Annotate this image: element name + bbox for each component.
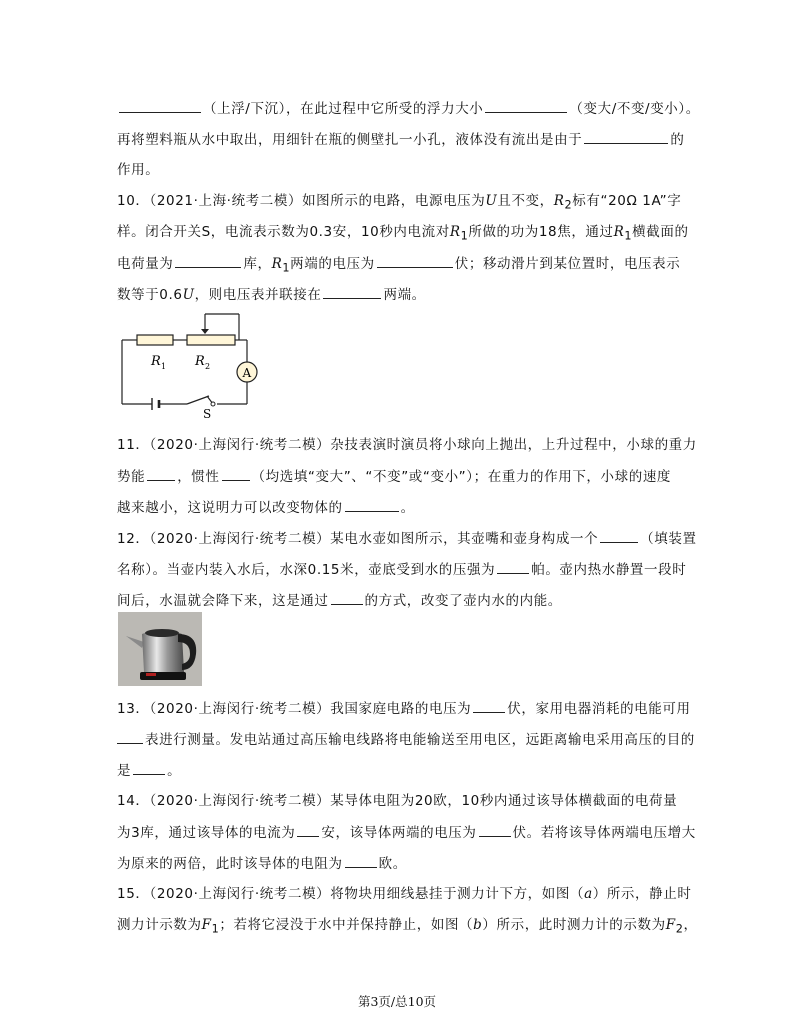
question-14-line: 14．（2020·上海闵行·统考二模）某导体电阻为20欧，10秒内通过该导体横截面的电荷量 — [117, 793, 678, 809]
question-12-line: 名称）。当壶内装入水后，水深0.15米，壶底受到水的压强为 帕。壶内热水静置一段时 — [117, 559, 686, 580]
answer-blank[interactable] — [331, 590, 363, 605]
label-switch: S — [203, 407, 212, 421]
answer-blank[interactable] — [119, 98, 201, 113]
answer-blank[interactable] — [117, 729, 143, 744]
question-15-line: 15．（2020·上海闵行·统考二模）将物块用细线悬挂于测力计下方，如图（a）所示，静止时 — [117, 886, 692, 902]
answer-blank[interactable] — [497, 559, 529, 574]
answer-blank[interactable] — [297, 822, 319, 837]
resistor-r1 — [137, 335, 173, 345]
answer-blank[interactable] — [485, 98, 567, 113]
question-11-line: 越来越小，这说明力可以改变物体的 。 — [117, 497, 415, 518]
kettle-photo — [118, 612, 202, 686]
text-line: （上浮/下沉），在此过程中它所受的浮力大小 （变大/不变/变小）。 — [117, 98, 700, 119]
label-r2-sub: 2 — [205, 362, 211, 371]
question-11-line: 11．（2020·上海闵行·统考二模）杂技表演时演员将小球向上抛出，上升过程中，小球的重力 — [117, 437, 697, 453]
question-10-line: 数等于0.6U，则电压表并联接在 两端。 — [117, 284, 426, 305]
circuit-diagram — [117, 310, 277, 421]
answer-blank[interactable] — [377, 253, 453, 268]
switch-contact — [211, 402, 215, 406]
question-15-line: 测力计示数为$F_1$；若将它浸没于水中并保持静止，如图（b）所示，此时测力计的示数为$F_2$， — [117, 917, 698, 936]
answer-blank[interactable] — [345, 853, 377, 868]
question-14-line: 为3库，通过该导体的电流为 安，该导体两端的电压为 伏。若将该导体两端电压增大 — [117, 822, 696, 843]
slider-arrow-icon — [201, 329, 209, 334]
switch-blade — [187, 396, 209, 404]
answer-blank[interactable] — [133, 760, 165, 775]
answer-blank[interactable] — [473, 698, 505, 713]
question-13-line: 13．（2020·上海闵行·统考二模）我国家庭电路的电压为 伏，家用电器消耗的电能可用 — [117, 698, 691, 719]
answer-blank[interactable] — [147, 466, 175, 481]
answer-blank[interactable] — [584, 129, 668, 144]
answer-blank[interactable] — [323, 284, 381, 299]
question-14-line: 为原来的两倍，此时该导体的电阻为 欧。 — [117, 853, 407, 874]
label-r1: R — [151, 354, 161, 369]
question-12-line: 间后，水温就会降下来，这是通过 的方式，改变了壶内水的内能。 — [117, 590, 562, 611]
text-line: 再将塑料瓶从水中取出，用细针在瓶的侧壁扎一小孔，液体没有流出是由于 的 — [117, 129, 684, 150]
label-r2: R — [195, 354, 205, 369]
resistor-r2 — [187, 335, 235, 345]
answer-blank[interactable] — [222, 466, 250, 481]
page-footer: 第3页/总10页 — [357, 994, 437, 1009]
label-ammeter: A — [242, 366, 252, 380]
label-r1-sub: 1 — [161, 362, 167, 371]
question-10-line: 样。闭合开关S，电流表示数为0.3安，10秒内电流对$R_1$所做的功为18焦，通过$R_1$横截面的 — [117, 224, 689, 243]
question-10-line: 电荷量为 库，$R_1$两端的电压为 伏；移动滑片到某位置时，电压表示 — [117, 253, 680, 279]
text-line: 作用。 — [117, 162, 160, 178]
answer-blank[interactable] — [600, 528, 638, 543]
answer-blank[interactable] — [479, 822, 511, 837]
answer-blank[interactable] — [175, 253, 241, 268]
question-10-line: 10．（2021·上海·统考二模）如图所示的电路，电源电压为U且不变，$R_2$标有“20Ω 1A”字 — [117, 193, 682, 212]
question-11-line: 势能 ，惯性 （均选填“变大”、“不变”或“变小”）；在重力的作用下，小球的速度 — [117, 466, 671, 487]
question-13-line: 是 。 — [117, 760, 181, 781]
question-12-line: 12．（2020·上海闵行·统考二模）某电水壶如图所示，其壶嘴和壶身构成一个 （填装置 — [117, 528, 697, 549]
answer-blank[interactable] — [345, 497, 399, 512]
question-13-line: 表进行测量。发电站通过高压输电线路将电能输送至用电区，远距离输电采用高压的目的 — [117, 729, 695, 750]
